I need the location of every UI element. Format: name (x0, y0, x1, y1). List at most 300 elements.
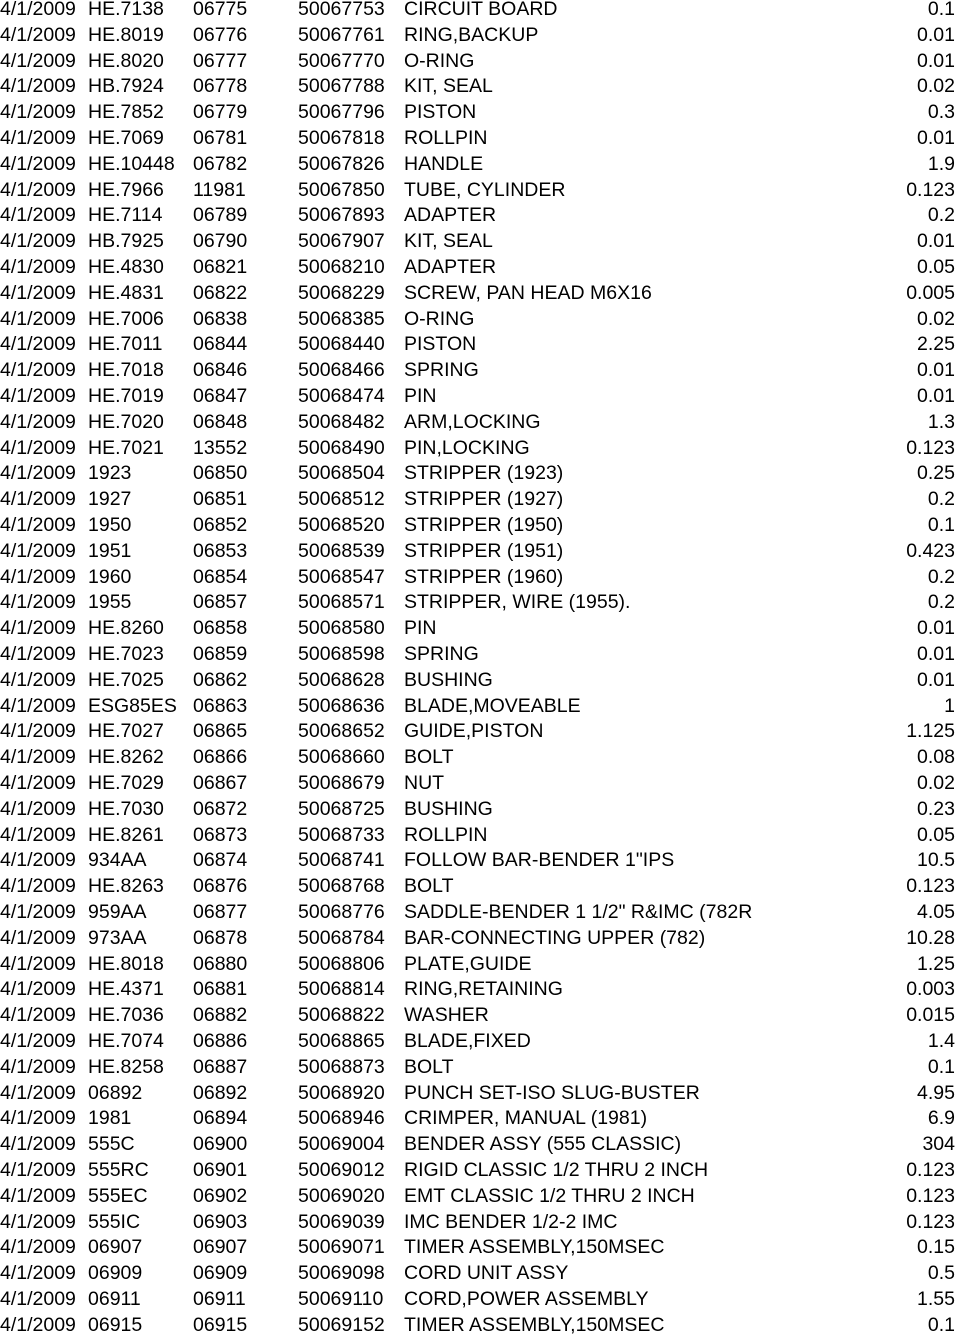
row-description: TIMER ASSEMBLY,150MSEC (404, 1313, 665, 1336)
table-row (0, 152, 955, 178)
table-row (0, 694, 955, 720)
row-item-code: 06838 (193, 307, 248, 330)
row-part-number: HE.7018 (88, 359, 164, 382)
row-catalog-number: 50068466 (298, 359, 385, 382)
row-description: PLATE,GUIDE (404, 952, 532, 975)
row-description: SPRING (404, 643, 479, 665)
row-catalog-number: 50068806 (298, 952, 385, 975)
row-description: CORD,POWER ASSEMBLY (404, 1288, 649, 1310)
row-catalog-number: 50068440 (298, 333, 385, 356)
row-value: 0.05 (917, 256, 955, 278)
row-part-number: HE.7021 (88, 436, 164, 459)
row-catalog-number: 50068210 (298, 256, 385, 278)
row-value: 0.123 (906, 436, 955, 459)
row-value: 4.95 (917, 1081, 955, 1104)
row-date: 4/1/2009 (0, 333, 76, 356)
row-date: 4/1/2009 (0, 307, 76, 330)
table-row (0, 1158, 955, 1184)
row-value: 0.23 (917, 797, 955, 820)
row-date: 4/1/2009 (0, 1313, 76, 1336)
row-description: STRIPPER (1950) (404, 514, 564, 536)
row-catalog-number: 50068598 (298, 643, 385, 665)
row-part-number: HE.8263 (88, 875, 164, 898)
row-part-number: 1927 (88, 488, 132, 511)
row-value: 0.01 (917, 617, 955, 640)
table-row (0, 1261, 955, 1287)
row-item-code: 06874 (193, 849, 248, 872)
row-value: 1.4 (927, 1030, 955, 1052)
row-description: O-RING (404, 307, 475, 330)
row-description: BOLT (404, 746, 454, 769)
row-date: 4/1/2009 (0, 1236, 76, 1259)
row-description: IMC BENDER 1/2-2 IMC (404, 1210, 618, 1233)
row-date: 4/1/2009 (0, 385, 76, 407)
row-date: 4/1/2009 (0, 875, 76, 898)
row-value: 0.1 (927, 514, 955, 536)
table-row (0, 0, 955, 23)
row-value: 0.5 (927, 1262, 955, 1285)
row-description: SPRING (404, 359, 479, 382)
row-part-number: 973AA (88, 926, 147, 949)
row-catalog-number: 50068652 (298, 720, 385, 743)
row-description: ADAPTER (404, 256, 497, 278)
table-row (0, 513, 955, 539)
table-row (0, 823, 955, 849)
row-item-code: 06887 (193, 1055, 248, 1078)
table-row (0, 178, 955, 204)
table-row (0, 539, 955, 565)
row-value: 0.15 (917, 1236, 955, 1259)
row-date: 4/1/2009 (0, 514, 76, 536)
row-description: BAR-CONNECTING UPPER (782) (404, 926, 706, 949)
row-date: 4/1/2009 (0, 359, 76, 382)
row-item-code: 06862 (193, 668, 248, 691)
table-row (0, 307, 955, 333)
row-date: 4/1/2009 (0, 1081, 76, 1104)
row-value: 0.01 (917, 127, 955, 149)
row-catalog-number: 50068580 (298, 617, 385, 640)
row-item-code: 06872 (193, 797, 248, 820)
row-value: 0.1 (927, 1055, 955, 1078)
row-part-number: 959AA (88, 901, 147, 923)
row-item-code: 06902 (193, 1184, 248, 1207)
row-value: 2.25 (917, 333, 955, 356)
row-catalog-number: 50069152 (298, 1313, 385, 1336)
row-item-code: 06779 (193, 101, 248, 124)
row-part-number: HE.7069 (88, 127, 164, 149)
row-date: 4/1/2009 (0, 1004, 76, 1027)
row-part-number: HE.7019 (88, 385, 164, 407)
table-row (0, 590, 955, 616)
row-value: 0.2 (927, 591, 955, 614)
row-value: 1.3 (927, 410, 955, 433)
row-catalog-number: 50068520 (298, 514, 385, 536)
row-value: 0.01 (917, 49, 955, 72)
table-row (0, 1210, 955, 1236)
row-part-number: HE.7027 (88, 720, 164, 743)
row-value: 0.123 (906, 875, 955, 898)
row-date: 4/1/2009 (0, 978, 76, 1001)
row-date: 4/1/2009 (0, 926, 76, 949)
row-item-code: 06878 (193, 926, 248, 949)
row-part-number: HB.7925 (88, 230, 164, 253)
row-part-number: HE.7011 (88, 333, 163, 356)
row-value: 0.005 (906, 281, 955, 304)
row-description: GUIDE,PISTON (404, 720, 544, 743)
row-description: ROLLPIN (404, 127, 488, 149)
row-value: 0.1 (927, 1313, 955, 1336)
table-row (0, 281, 955, 307)
row-item-code: 06853 (193, 539, 248, 562)
row-part-number: 06909 (88, 1262, 143, 1285)
row-item-code: 06865 (193, 720, 248, 743)
row-part-number: HE.4830 (88, 256, 164, 278)
row-date: 4/1/2009 (0, 75, 76, 98)
table-row (0, 1081, 955, 1107)
row-value: 0.123 (906, 178, 955, 201)
row-date: 4/1/2009 (0, 1288, 76, 1310)
row-catalog-number: 50069004 (298, 1133, 385, 1156)
row-catalog-number: 50068571 (298, 591, 385, 614)
row-date: 4/1/2009 (0, 256, 76, 278)
row-item-code: 06866 (193, 746, 248, 769)
row-item-code: 06778 (193, 75, 248, 98)
table-row (0, 74, 955, 100)
row-value: 0.25 (917, 462, 955, 485)
row-date: 4/1/2009 (0, 539, 76, 562)
table-row (0, 745, 955, 771)
row-description: PIN,LOCKING (404, 436, 530, 459)
row-catalog-number: 50067826 (298, 152, 385, 175)
row-description: BOLT (404, 1055, 454, 1078)
row-catalog-number: 50068512 (298, 488, 385, 511)
row-date: 4/1/2009 (0, 462, 76, 485)
table-row (0, 436, 955, 462)
row-catalog-number: 50067796 (298, 101, 385, 124)
row-description: PIN (404, 617, 437, 640)
row-item-code: 06909 (193, 1262, 248, 1285)
row-part-number: 06911 (88, 1288, 141, 1310)
row-part-number: 1960 (88, 565, 132, 588)
row-part-number: HE.7023 (88, 643, 164, 665)
row-description: BOLT (404, 875, 454, 898)
row-part-number: HE.4831 (88, 281, 164, 304)
row-value: 0.02 (917, 75, 955, 98)
row-description: CORD UNIT ASSY (404, 1262, 569, 1285)
row-catalog-number: 50068814 (298, 978, 385, 1001)
row-catalog-number: 50069039 (298, 1210, 385, 1233)
row-catalog-number: 50068733 (298, 823, 385, 846)
row-part-number: HE.7966 (88, 178, 164, 201)
row-item-code: 06880 (193, 952, 248, 975)
row-catalog-number: 50069071 (298, 1236, 385, 1259)
row-catalog-number: 50068679 (298, 772, 385, 794)
row-item-code: 06915 (193, 1313, 248, 1336)
table-row (0, 410, 955, 436)
row-description: PISTON (404, 333, 477, 356)
row-value: 0.123 (906, 1159, 955, 1181)
table-row (0, 1235, 955, 1261)
table-row (0, 642, 955, 668)
row-item-code: 06892 (193, 1081, 248, 1104)
row-value: 10.5 (917, 849, 955, 872)
row-item-code: 06775 (193, 0, 248, 20)
row-description: RING,BACKUP (404, 23, 539, 46)
row-item-code: 06901 (193, 1159, 248, 1181)
row-description: CRIMPER, MANUAL (1981) (404, 1107, 648, 1130)
row-date: 4/1/2009 (0, 281, 76, 304)
row-part-number: 1955 (88, 591, 132, 614)
row-catalog-number: 50068539 (298, 539, 385, 562)
row-date: 4/1/2009 (0, 1262, 76, 1285)
row-item-code: 06873 (193, 823, 248, 846)
table-row (0, 1132, 955, 1158)
row-part-number: HE.8260 (88, 617, 164, 640)
row-item-code: 06848 (193, 410, 248, 433)
row-description: PIN (404, 385, 437, 407)
row-part-number: 555RC (88, 1159, 149, 1181)
row-catalog-number: 50067818 (298, 127, 385, 149)
row-part-number: HE.7074 (88, 1030, 164, 1052)
row-date: 4/1/2009 (0, 410, 76, 433)
table-row (0, 255, 955, 281)
row-date: 4/1/2009 (0, 152, 76, 175)
row-item-code: 06790 (193, 230, 248, 253)
row-value: 6.9 (927, 1107, 955, 1130)
row-description: EMT CLASSIC 1/2 THRU 2 INCH (404, 1184, 695, 1207)
row-value: 0.015 (906, 1004, 955, 1027)
row-description: ROLLPIN (404, 823, 488, 846)
row-item-code: 06854 (193, 565, 248, 588)
table-row (0, 952, 955, 978)
table-row (0, 1287, 955, 1313)
row-item-code: 06782 (193, 152, 248, 175)
row-catalog-number: 50067893 (298, 204, 385, 227)
row-item-code: 06886 (193, 1030, 248, 1052)
row-description: WASHER (404, 1004, 489, 1027)
row-item-code: 06863 (193, 694, 248, 717)
table-row (0, 100, 955, 126)
row-date: 4/1/2009 (0, 643, 76, 665)
row-date: 4/1/2009 (0, 565, 76, 588)
row-catalog-number: 50068873 (298, 1055, 385, 1078)
row-catalog-number: 50067753 (298, 0, 385, 20)
row-date: 4/1/2009 (0, 23, 76, 46)
row-date: 4/1/2009 (0, 436, 76, 459)
row-catalog-number: 50068725 (298, 797, 385, 820)
row-date: 4/1/2009 (0, 720, 76, 743)
row-catalog-number: 50068784 (298, 926, 385, 949)
row-value: 0.123 (906, 1184, 955, 1207)
row-description: SCREW, PAN HEAD M6X16 (404, 281, 652, 304)
row-value: 1 (944, 694, 955, 717)
row-catalog-number: 50068229 (298, 281, 385, 304)
row-part-number: HE.7020 (88, 410, 164, 433)
table-row (0, 49, 955, 75)
table-row (0, 1184, 955, 1210)
row-date: 4/1/2009 (0, 797, 76, 820)
row-date: 4/1/2009 (0, 823, 76, 846)
row-description: FOLLOW BAR-BENDER 1"IPS (404, 849, 675, 872)
row-part-number: 06907 (88, 1236, 143, 1259)
row-description: RIGID CLASSIC 1/2 THRU 2 INCH (404, 1159, 709, 1181)
row-value: 0.01 (917, 385, 955, 407)
row-catalog-number: 50068490 (298, 436, 385, 459)
row-part-number: 555IC (88, 1210, 141, 1233)
row-item-code: 06776 (193, 23, 248, 46)
table-row (0, 926, 955, 952)
table-row (0, 23, 955, 49)
row-value: 0.01 (917, 230, 955, 253)
row-description: KIT, SEAL (404, 75, 493, 98)
row-date: 4/1/2009 (0, 1055, 76, 1078)
row-date: 4/1/2009 (0, 1030, 76, 1052)
row-value: 0.08 (917, 746, 955, 769)
row-catalog-number: 50067761 (298, 23, 385, 46)
row-value: 0.01 (917, 643, 955, 665)
row-value: 0.02 (917, 307, 955, 330)
row-date: 4/1/2009 (0, 617, 76, 640)
table-row (0, 1106, 955, 1132)
row-item-code: 06859 (193, 643, 248, 665)
row-part-number: HE.8258 (88, 1055, 164, 1078)
row-part-number: HB.7924 (88, 75, 164, 98)
row-date: 4/1/2009 (0, 1107, 76, 1130)
row-part-number: HE.7030 (88, 797, 164, 820)
row-description: BUSHING (404, 797, 493, 820)
row-description: RING,RETAINING (404, 978, 563, 1001)
row-date: 4/1/2009 (0, 204, 76, 227)
row-description: TIMER ASSEMBLY,150MSEC (404, 1236, 665, 1259)
row-description: BENDER ASSY (555 CLASSIC) (404, 1133, 682, 1156)
row-description: STRIPPER (1960) (404, 565, 564, 588)
row-part-number: HE.7025 (88, 668, 164, 691)
row-item-code: 06781 (193, 127, 248, 149)
row-value: 0.1 (927, 0, 955, 20)
table-row (0, 384, 955, 410)
table-row (0, 616, 955, 642)
row-date: 4/1/2009 (0, 101, 76, 124)
row-catalog-number: 50068946 (298, 1107, 385, 1130)
table-row (0, 565, 955, 591)
row-description: KIT, SEAL (404, 230, 493, 253)
row-date: 4/1/2009 (0, 178, 76, 201)
row-description: STRIPPER (1951) (404, 539, 564, 562)
row-item-code: 06821 (193, 256, 248, 278)
row-part-number: HE.7029 (88, 772, 164, 794)
table-row (0, 668, 955, 694)
row-item-code: 06881 (193, 978, 248, 1001)
row-catalog-number: 50068822 (298, 1004, 385, 1027)
table-row (0, 487, 955, 513)
row-catalog-number: 50068482 (298, 410, 385, 433)
row-date: 4/1/2009 (0, 1133, 76, 1156)
row-date: 4/1/2009 (0, 694, 76, 717)
row-catalog-number: 50069110 (298, 1288, 384, 1310)
row-description: PISTON (404, 101, 477, 124)
row-part-number: HE.8020 (88, 49, 164, 72)
row-part-number: 1951 (88, 539, 132, 562)
row-part-number: HE.7006 (88, 307, 164, 330)
row-value: 0.2 (927, 488, 955, 511)
row-catalog-number: 50068776 (298, 901, 385, 923)
row-part-number: 06892 (88, 1081, 143, 1104)
row-part-number: HE.7114 (88, 204, 163, 227)
row-date: 4/1/2009 (0, 1210, 76, 1233)
table-row (0, 771, 955, 797)
row-description: O-RING (404, 49, 475, 72)
row-date: 4/1/2009 (0, 772, 76, 794)
row-part-number: ESG85ES (88, 694, 177, 717)
row-description: PUNCH SET-ISO SLUG-BUSTER (404, 1081, 700, 1104)
row-item-code: 06844 (193, 333, 248, 356)
row-catalog-number: 50069020 (298, 1184, 385, 1207)
table-row (0, 1055, 955, 1081)
table-row (0, 1313, 955, 1339)
row-date: 4/1/2009 (0, 0, 76, 20)
row-item-code: 06858 (193, 617, 248, 640)
row-value: 304 (922, 1133, 955, 1156)
row-item-code: 06894 (193, 1107, 248, 1130)
row-part-number: 555EC (88, 1184, 148, 1207)
row-date: 4/1/2009 (0, 1184, 76, 1207)
row-part-number: HE.10448 (88, 152, 175, 175)
row-catalog-number: 50068920 (298, 1081, 385, 1104)
row-catalog-number: 50068628 (298, 668, 385, 691)
row-value: 0.003 (906, 978, 955, 1001)
row-description: BUSHING (404, 668, 493, 691)
row-item-code: 06882 (193, 1004, 248, 1027)
row-catalog-number: 50068741 (298, 849, 385, 872)
row-item-code: 11981 (193, 178, 246, 201)
row-value: 0.01 (917, 23, 955, 46)
table-row (0, 1003, 955, 1029)
row-item-code: 06900 (193, 1133, 248, 1156)
row-date: 4/1/2009 (0, 127, 76, 149)
row-part-number: HE.8019 (88, 23, 164, 46)
row-value: 1.125 (906, 720, 955, 743)
table-row (0, 461, 955, 487)
row-description: CIRCUIT BOARD (404, 0, 558, 20)
row-part-number: 06915 (88, 1313, 143, 1336)
row-part-number: HE.7852 (88, 101, 164, 124)
row-value: 0.01 (917, 359, 955, 382)
table-row (0, 1029, 955, 1055)
row-value: 4.05 (917, 901, 955, 923)
row-item-code: 06857 (193, 591, 248, 614)
table-row (0, 203, 955, 229)
row-item-code: 06777 (193, 49, 248, 72)
table-row (0, 797, 955, 823)
row-catalog-number: 50068865 (298, 1030, 385, 1052)
row-part-number: 934AA (88, 849, 147, 872)
row-part-number: HE.7036 (88, 1004, 164, 1027)
row-catalog-number: 50067770 (298, 49, 385, 72)
row-value: 10.28 (906, 926, 955, 949)
table-row (0, 229, 955, 255)
row-catalog-number: 50068547 (298, 565, 385, 588)
row-item-code: 06846 (193, 359, 248, 382)
row-value: 0.01 (917, 668, 955, 691)
table-row (0, 358, 955, 384)
row-description: BLADE,FIXED (404, 1030, 531, 1052)
row-description: SADDLE-BENDER 1 1/2" R&IMC (782R (404, 901, 753, 923)
table-row (0, 719, 955, 745)
row-description: NUT (404, 772, 445, 794)
row-value: 0.05 (917, 823, 955, 846)
row-date: 4/1/2009 (0, 230, 76, 253)
row-description: TUBE, CYLINDER (404, 178, 566, 201)
